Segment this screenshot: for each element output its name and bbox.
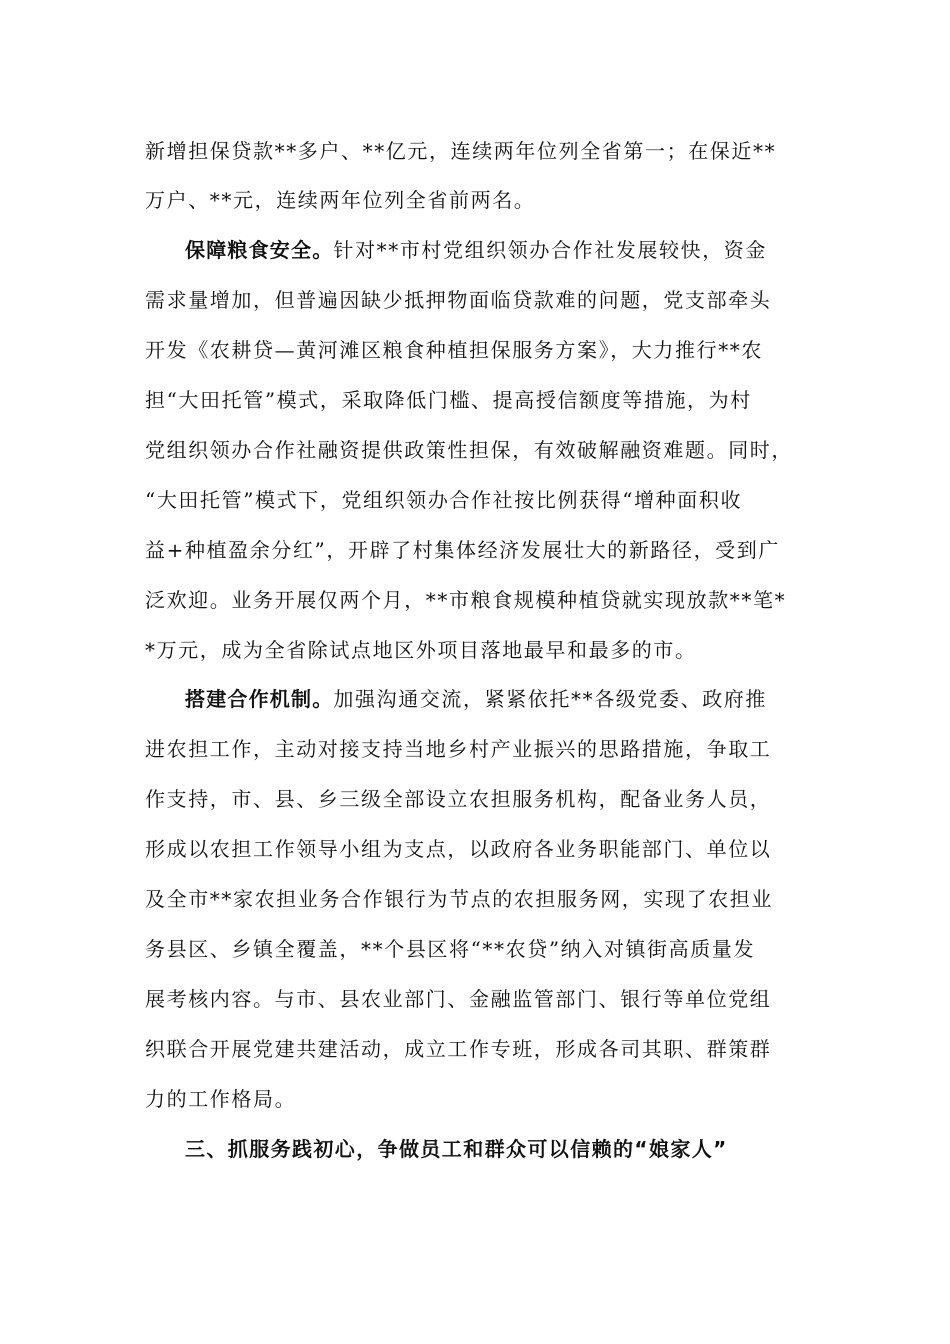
paragraph-3-line-2: 进农担工作，主动对接支持当地乡村产业振兴的思路措施，争取工 xyxy=(145,737,772,761)
paragraph-2-line-6: “大田托管”模式下，党组织领办合作社按比例获得“增种面积收 xyxy=(145,488,743,512)
paragraph-3-line-5: 及全市**家农担业务合作银行为节点的农担服务网，实现了农担业 xyxy=(145,887,773,911)
paragraph-3-line-1-text: 加强沟通交流，紧紧依托**各级党委、政府推 xyxy=(333,687,768,711)
paragraph-2-line-1 xyxy=(185,237,865,263)
paragraph-3-line-7: 展考核内容。与市、县农业部门、金融监管部门、银行等单位党组 xyxy=(145,987,772,1011)
paragraph-2-line-7: 益+种植盈余分红”，开辟了村集体经济发展壮大的新路径，受到广 xyxy=(145,538,780,562)
paragraph-3-line-8: 织联合开展党建共建活动，成立工作专班，形成各司其职、群策群 xyxy=(145,1037,772,1061)
paragraph-1-line-1: 新增担保贷款**多户、**亿元，连续两年位列全省第一；在保近** xyxy=(145,139,777,163)
paragraph-3-line-4: 形成以农担工作领导小组为支点，以政府各业务职能部门、单位以 xyxy=(145,837,772,861)
paragraph-2-line-5: 党组织领办合作社融资提供政策性担保，有效破解融资难题。同时， xyxy=(145,438,793,462)
paragraph-3-line-9: 力的工作格局。 xyxy=(145,1087,297,1111)
paragraph-1-line-2: 万户、**元，连续两年位列全省前两名。 xyxy=(145,188,536,212)
paragraph-2-line-9: *万元，成为全省除试点地区外项目落地最早和最多的市。 xyxy=(145,638,697,662)
paragraph-2-line-2: 需求量增加，但普遍因缺少抵押物面临贷款难的问题，党支部牵头 xyxy=(145,288,772,312)
paragraph-3-title: 搭建合作机制。 xyxy=(185,687,334,711)
paragraph-3-line-6: 务县区、乡镇全覆盖，**个县区将“**农贷”纳入对镇街高质量发 xyxy=(145,937,756,961)
paragraph-3-line-3: 作支持，市、县、乡三级全部设立农担服务机构，配备业务人员， xyxy=(145,787,772,811)
paragraph-2-line-1-text: 针对**市村党组织领办合作社发展较快，资金 xyxy=(333,238,768,262)
paragraph-2-line-4: 担“大田托管”模式，采取降低门槛、提高授信额度等措施，为村 xyxy=(145,388,752,412)
paragraph-2-title: 保障粮食安全。 xyxy=(185,238,334,262)
paragraph-2-line-8: 泛欢迎。业务开展仅两个月，**市粮食规模种植贷就实现放款**笔* xyxy=(145,588,787,612)
section-heading: 三、抓服务践初心，争做员工和群众可以信赖的“娘家人” xyxy=(185,1137,728,1161)
paragraph-2-line-3: 开发《农耕贷—黄河滩区粮食种植担保服务方案》，大力推行**农 xyxy=(145,338,763,362)
paragraph-3-line-1 xyxy=(185,686,865,712)
